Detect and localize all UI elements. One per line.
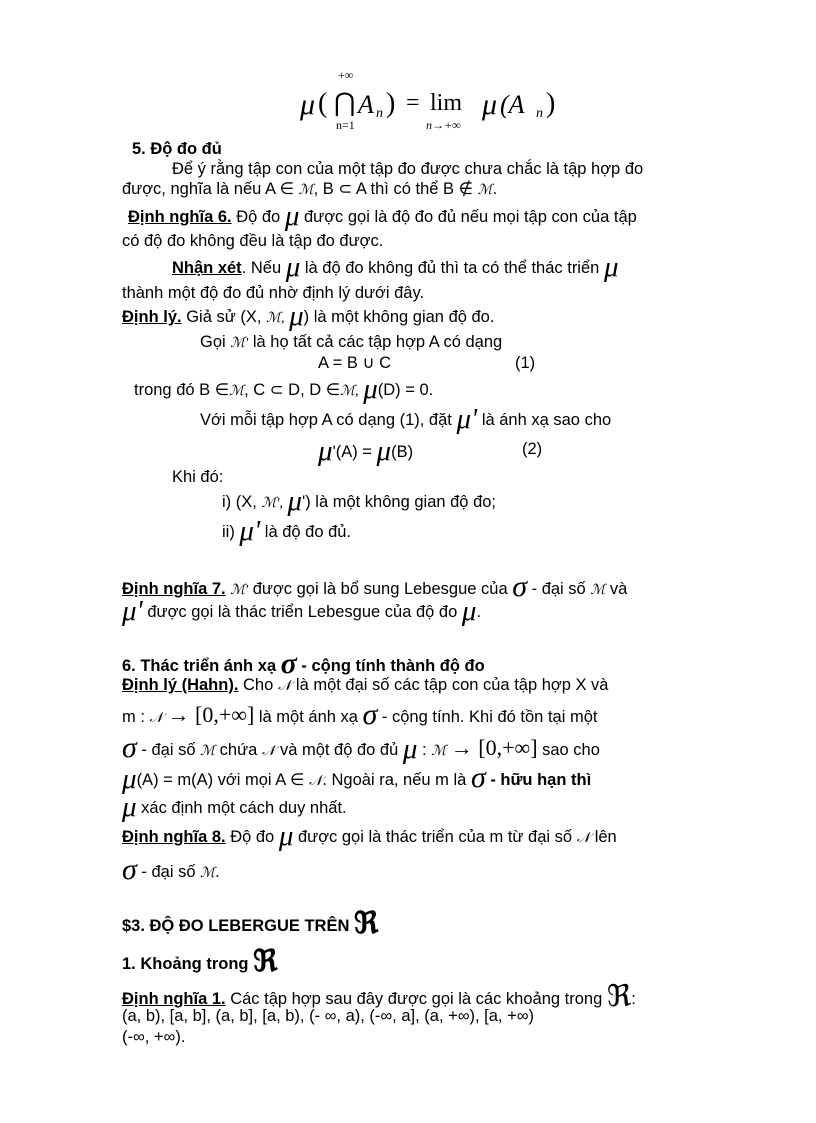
definition-7: Định nghĩa 7. ℳ' được gọi là bổ sung Lebesgue của σ - đại số ℳ và <box>122 570 628 603</box>
paragraph-line: trong đó B ∈ℳ, C ⊂ D, D ∈ℳ, μ(D) = 0. <box>134 373 434 405</box>
formula-n: n <box>376 106 383 121</box>
remark-label: Nhận xét <box>172 259 242 277</box>
formula-rhs-arg: (A <box>500 90 525 119</box>
equation-2-number: (2) <box>522 440 543 458</box>
formula-lim-sub: n→+∞ <box>426 118 461 132</box>
remark: Nhận xét. Nếu μ là độ đo không đủ thì ta có thể thác triển μ <box>172 251 619 283</box>
sigma-algebra-M: ℳ <box>298 183 314 198</box>
formula-cap: ⋂ <box>334 88 356 117</box>
formula-lower: n=1 <box>336 118 355 132</box>
equation-2: μ'(A) = μ(B) <box>318 435 414 467</box>
mu-symbol: μ <box>284 200 300 232</box>
paragraph-line: thành một độ đo đủ nhờ định lý dưới đây. <box>122 284 425 302</box>
definition-8: Định nghĩa 8. Độ đo μ được gọi là thác triển của m từ đại số 𝒩 lên <box>122 820 617 852</box>
theorem: Định lý. Giả sử (X, ℳ, μ) là một không gian độ đo. <box>122 300 495 332</box>
interval-list: (a, b), [a, b], (a, b], [a, b), (- ∞, a), (-∞, a], (a, +∞), [a, +∞) <box>122 1007 534 1025</box>
definition-6-label: Định nghĩa 6. <box>128 208 232 226</box>
sigma-symbol: σ <box>512 570 528 603</box>
list-item: ii) μ' là độ đo đủ. <box>222 515 352 547</box>
limit-formula <box>300 68 590 138</box>
formula-mu: μ <box>300 88 316 121</box>
paragraph-line: σ - đại số ℳ. <box>122 853 220 886</box>
paragraph-line: Gọi ℳ' là họ tất cả các tập hợp A có dạng <box>200 333 503 351</box>
equation-1: A = B ∪ C <box>318 354 392 372</box>
paragraph-line: m : 𝒩 → [0,+∞] là một ánh xạ σ - cộng tính. Khi đó tồn tại một <box>122 698 598 731</box>
formula-rhs-n: n <box>536 106 543 121</box>
paragraph-line: σ - đại số ℳ chứa 𝒩 và một độ đo đủ μ : ℳ → [0,+∞] sao cho <box>122 731 600 765</box>
interval-list: (-∞, +∞). <box>122 1028 186 1046</box>
formula-close: ) <box>386 88 396 119</box>
formula-open: ( <box>318 88 328 119</box>
list-item: i) (X, ℳ', μ') là một không gian độ đo; <box>222 485 497 517</box>
formula-A: A <box>358 90 374 119</box>
definition-1: Định nghĩa 1. Các tập hợp sau đây được gọi là các khoảng trong ℜ: <box>122 979 636 1014</box>
paragraph-line: μ xác định một cách duy nhất. <box>122 791 347 823</box>
definition-6: Định nghĩa 6. Độ đo μ được gọi là độ đo đủ nếu mọi tập con của tập <box>128 200 637 232</box>
equation-1-number: (1) <box>515 354 536 372</box>
definition-7-label: Định nghĩa 7. <box>122 580 226 598</box>
real-numbers-symbol: ℜ <box>353 906 379 941</box>
definition-1-label: Định nghĩa 1. <box>122 990 226 1008</box>
theorem-hahn: Định lý (Hahn). Cho 𝒩 là một đại số các tập con của tập hợp X và <box>122 676 609 694</box>
formula-rhs-close: ) <box>546 88 556 119</box>
chapter-3-heading: $3. ĐỘ ĐO LEBERGUE TRÊN ℜ <box>122 906 379 941</box>
formula-upper: +∞ <box>338 68 354 82</box>
subsection-1-heading: 1. Khoảng trong ℜ <box>122 944 278 979</box>
theorem-hahn-label: Định lý (Hahn). <box>122 676 239 694</box>
formula-rhs-mu: μ <box>482 88 498 121</box>
algebra-N: 𝒩 <box>277 679 292 694</box>
section-6-heading: 6. Thác triển ánh xạ σ - cộng tính thành độ đo <box>122 647 485 680</box>
formula-lim: lim <box>430 90 463 116</box>
paragraph-line: Với mỗi tập hợp A có dạng (1), đặt μ' là ánh xạ sao cho <box>200 403 612 435</box>
section-5-heading: 5. Độ đo đủ <box>132 140 222 158</box>
paragraph-line: μ(A) = m(A) với mọi A ∈ 𝒩. Ngoài ra, nếu m là σ - hữu hạn thì <box>122 761 592 795</box>
theorem-label: Định lý. <box>122 308 182 326</box>
paragraph-line: Để ý rằng tập con của một tập đo được chưa chắc là tập hợp đo <box>172 160 644 178</box>
formula-equals: = <box>406 90 420 116</box>
paragraph-line: Khi đó: <box>172 468 224 486</box>
paragraph-line: μ' được gọi là thác triển Lebesgue của độ đo μ. <box>122 595 482 627</box>
paragraph-line: có độ đo không đều là tập đo được. <box>122 232 384 250</box>
definition-8-label: Định nghĩa 8. <box>122 828 226 846</box>
paragraph-line: được, nghĩa là nếu A ∈ ℳ, B ⊂ A thì có thể B ∉ ℳ. <box>122 180 498 198</box>
